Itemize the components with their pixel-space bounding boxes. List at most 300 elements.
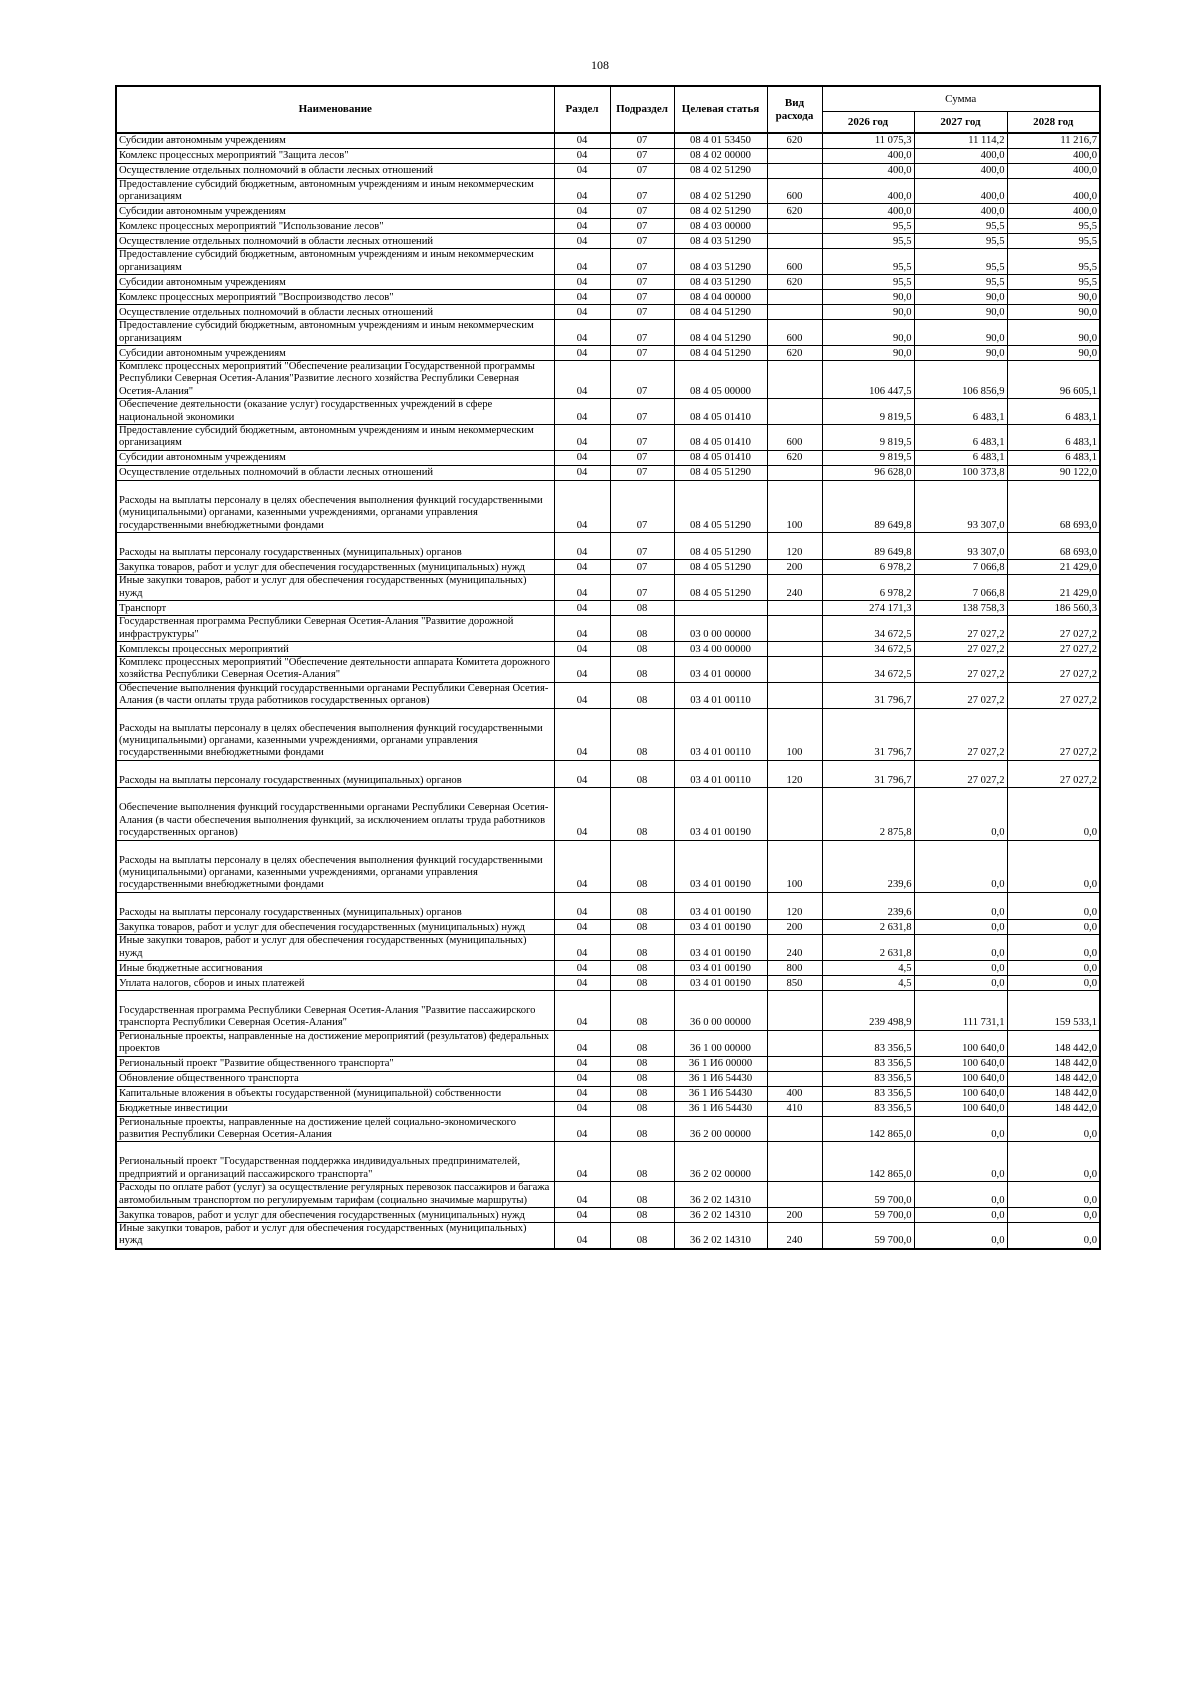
- cell-sum-2027: 0,0: [914, 935, 1007, 961]
- cell-sum-2028: 0,0: [1007, 1116, 1100, 1142]
- cell-expense-type: [767, 1071, 822, 1086]
- cell-expense-type: [767, 148, 822, 163]
- cell-sum-2026: 6 978,2: [822, 560, 914, 575]
- cell-sum-2027: 93 307,0: [914, 480, 1007, 532]
- cell-name: Уплата налогов, сборов и иных платежей: [116, 975, 554, 990]
- cell-section: 04: [554, 305, 610, 320]
- cell-sum-2026: 11 075,3: [822, 133, 914, 148]
- cell-sum-2026: 400,0: [822, 163, 914, 178]
- cell-sum-2026: 90,0: [822, 345, 914, 360]
- cell-sum-2026: 89 649,8: [822, 533, 914, 560]
- cell-expense-type: [767, 219, 822, 234]
- cell-sum-2026: 2 631,8: [822, 935, 914, 961]
- cell-sum-2027: 95,5: [914, 219, 1007, 234]
- cell-target-article: 08 4 03 51290: [674, 275, 767, 290]
- cell-subsection: 07: [610, 560, 674, 575]
- cell-expense-type: [767, 465, 822, 480]
- cell-target-article: 03 4 01 00190: [674, 935, 767, 961]
- cell-section: 04: [554, 1071, 610, 1086]
- cell-target-article: 08 4 05 51290: [674, 465, 767, 480]
- cell-target-article: 36 1 И6 54430: [674, 1086, 767, 1101]
- cell-sum-2027: 93 307,0: [914, 533, 1007, 560]
- cell-subsection: 08: [610, 642, 674, 657]
- cell-sum-2026: 95,5: [822, 219, 914, 234]
- table-row: [116, 163, 1100, 178]
- cell-subsection: 07: [610, 360, 674, 398]
- cell-section: 04: [554, 133, 610, 148]
- cell-expense-type: [767, 1030, 822, 1056]
- cell-sum-2027: 400,0: [914, 163, 1007, 178]
- cell-sum-2028: 27 027,2: [1007, 616, 1100, 642]
- cell-expense-type: 120: [767, 760, 822, 787]
- budget-table: [115, 85, 1101, 1250]
- cell-target-article: 36 2 02 00000: [674, 1142, 767, 1182]
- cell-name: Субсидии автономным учреждениям: [116, 275, 554, 290]
- cell-section: 04: [554, 960, 610, 975]
- cell-section: 04: [554, 480, 610, 532]
- cell-subsection: 08: [610, 657, 674, 683]
- cell-section: 04: [554, 1116, 610, 1142]
- cell-expense-type: [767, 360, 822, 398]
- cell-subsection: 08: [610, 990, 674, 1030]
- cell-target-article: 08 4 04 51290: [674, 345, 767, 360]
- cell-sum-2027: 90,0: [914, 290, 1007, 305]
- table-row: [116, 575, 1100, 601]
- cell-sum-2028: 0,0: [1007, 892, 1100, 919]
- cell-subsection: 07: [610, 305, 674, 320]
- cell-sum-2027: 6 483,1: [914, 424, 1007, 450]
- cell-sum-2028: 148 442,0: [1007, 1030, 1100, 1056]
- cell-sum-2026: 274 171,3: [822, 601, 914, 616]
- cell-target-article: 36 2 00 00000: [674, 1116, 767, 1142]
- table-row: [116, 133, 1100, 148]
- cell-sum-2028: 27 027,2: [1007, 708, 1100, 760]
- cell-sum-2027: 0,0: [914, 788, 1007, 840]
- table-row: [116, 148, 1100, 163]
- table-row: [116, 616, 1100, 642]
- table-row: [116, 1182, 1100, 1208]
- cell-subsection: 08: [610, 1030, 674, 1056]
- cell-section: 04: [554, 682, 610, 708]
- table-row: [116, 708, 1100, 760]
- cell-name: Обеспечение выполнения функций государственными органами Республики Северная Осетия-Алания (в части оплаты труда работников государственных органов): [116, 682, 554, 708]
- cell-sum-2027: 95,5: [914, 275, 1007, 290]
- cell-subsection: 07: [610, 480, 674, 532]
- cell-subsection: 07: [610, 424, 674, 450]
- table-row: [116, 275, 1100, 290]
- table-row: [116, 465, 1100, 480]
- cell-sum-2026: 34 672,5: [822, 616, 914, 642]
- cell-sum-2026: 83 356,5: [822, 1086, 914, 1101]
- cell-section: 04: [554, 178, 610, 204]
- cell-section: 04: [554, 616, 610, 642]
- cell-expense-type: [767, 657, 822, 683]
- cell-subsection: 08: [610, 601, 674, 616]
- cell-sum-2028: 27 027,2: [1007, 642, 1100, 657]
- cell-section: 04: [554, 1101, 610, 1116]
- cell-section: 04: [554, 1208, 610, 1223]
- cell-name: Предоставление субсидий бюджетным, автономным учреждениям и иным некоммерческим организациям: [116, 320, 554, 346]
- cell-sum-2027: 100 640,0: [914, 1071, 1007, 1086]
- cell-sum-2027: 100 640,0: [914, 1086, 1007, 1101]
- cell-section: 04: [554, 424, 610, 450]
- table-row: [116, 560, 1100, 575]
- page-number: 108: [591, 58, 609, 72]
- cell-sum-2027: 7 066,8: [914, 560, 1007, 575]
- cell-sum-2028: 0,0: [1007, 788, 1100, 840]
- cell-name: Комлекс процессных мероприятий "Защита лесов": [116, 148, 554, 163]
- cell-sum-2028: 90,0: [1007, 305, 1100, 320]
- cell-name: Субсидии автономным учреждениям: [116, 345, 554, 360]
- cell-sum-2026: 9 819,5: [822, 424, 914, 450]
- table-row: [116, 320, 1100, 346]
- cell-sum-2028: 148 442,0: [1007, 1056, 1100, 1071]
- cell-subsection: 07: [610, 163, 674, 178]
- cell-sum-2027: 90,0: [914, 345, 1007, 360]
- cell-sum-2028: 27 027,2: [1007, 682, 1100, 708]
- cell-expense-type: [767, 399, 822, 425]
- table-row: [116, 360, 1100, 398]
- cell-section: 04: [554, 920, 610, 935]
- cell-subsection: 08: [610, 935, 674, 961]
- cell-section: 04: [554, 935, 610, 961]
- cell-name: Осуществление отдельных полномочий в области лесных отношений: [116, 305, 554, 320]
- cell-sum-2027: 0,0: [914, 960, 1007, 975]
- header-section: Раздел: [554, 86, 610, 133]
- cell-sum-2027: 0,0: [914, 840, 1007, 892]
- cell-section: 04: [554, 399, 610, 425]
- cell-subsection: 08: [610, 920, 674, 935]
- cell-name: Предоставление субсидий бюджетным, автономным учреждениям и иным некоммерческим организациям: [116, 178, 554, 204]
- cell-sum-2026: 34 672,5: [822, 642, 914, 657]
- cell-subsection: 07: [610, 133, 674, 148]
- cell-expense-type: [767, 601, 822, 616]
- cell-expense-type: [767, 305, 822, 320]
- cell-section: 04: [554, 148, 610, 163]
- cell-target-article: 36 1 00 00000: [674, 1030, 767, 1056]
- cell-name: Иные закупки товаров, работ и услуг для обеспечения государственных (муниципальных) нужд: [116, 1223, 554, 1249]
- cell-subsection: 08: [610, 760, 674, 787]
- cell-target-article: 08 4 02 51290: [674, 178, 767, 204]
- table-row: [116, 760, 1100, 787]
- cell-sum-2028: 27 027,2: [1007, 657, 1100, 683]
- cell-expense-type: 200: [767, 1208, 822, 1223]
- cell-sum-2027: 6 483,1: [914, 450, 1007, 465]
- cell-target-article: 08 4 04 00000: [674, 290, 767, 305]
- cell-sum-2028: 0,0: [1007, 1223, 1100, 1249]
- cell-sum-2028: 0,0: [1007, 1208, 1100, 1223]
- table-row: [116, 892, 1100, 919]
- cell-subsection: 08: [610, 1142, 674, 1182]
- cell-expense-type: 410: [767, 1101, 822, 1116]
- cell-name: Иные бюджетные ассигнования: [116, 960, 554, 975]
- table-row: [116, 450, 1100, 465]
- table-row: [116, 219, 1100, 234]
- table-row: [116, 204, 1100, 219]
- cell-subsection: 07: [610, 148, 674, 163]
- cell-target-article: 08 4 02 51290: [674, 163, 767, 178]
- cell-expense-type: 200: [767, 560, 822, 575]
- cell-name: Обеспечение выполнения функций государственными органами Республики Северная Осетия-Алания (в части обеспечения выполнения функций, за исключением оплаты труда работников государственных органов): [116, 788, 554, 840]
- cell-name: Региональный проект "Государственная поддержка индивидуальных предпринимателей, предприятий и организаций пассажирского транспорта": [116, 1142, 554, 1182]
- cell-subsection: 08: [610, 840, 674, 892]
- cell-name: Осуществление отдельных полномочий в области лесных отношений: [116, 234, 554, 249]
- table-row: [116, 178, 1100, 204]
- cell-section: 04: [554, 450, 610, 465]
- cell-sum-2026: 89 649,8: [822, 480, 914, 532]
- cell-subsection: 07: [610, 204, 674, 219]
- cell-subsection: 07: [610, 450, 674, 465]
- cell-sum-2026: 400,0: [822, 148, 914, 163]
- cell-target-article: 08 4 02 00000: [674, 148, 767, 163]
- cell-expense-type: 100: [767, 708, 822, 760]
- cell-subsection: 08: [610, 682, 674, 708]
- cell-sum-2027: 95,5: [914, 234, 1007, 249]
- cell-sum-2028: 96 605,1: [1007, 360, 1100, 398]
- cell-expense-type: 600: [767, 320, 822, 346]
- cell-target-article: 03 4 01 00190: [674, 975, 767, 990]
- cell-sum-2028: 400,0: [1007, 204, 1100, 219]
- cell-name: Комлекс процессных мероприятий "Воспроизводство лесов": [116, 290, 554, 305]
- header-year-2027: 2027 год: [914, 112, 1007, 134]
- cell-target-article: 36 1 И6 54430: [674, 1071, 767, 1086]
- cell-sum-2028: 400,0: [1007, 163, 1100, 178]
- cell-sum-2028: 0,0: [1007, 975, 1100, 990]
- cell-sum-2028: 6 483,1: [1007, 424, 1100, 450]
- cell-sum-2027: 27 027,2: [914, 657, 1007, 683]
- cell-target-article: 08 4 04 51290: [674, 320, 767, 346]
- cell-sum-2028: 159 533,1: [1007, 990, 1100, 1030]
- header-name: Наименование: [116, 86, 554, 133]
- cell-target-article: 03 4 01 00190: [674, 788, 767, 840]
- cell-target-article: 08 4 05 01410: [674, 399, 767, 425]
- table-row: [116, 975, 1100, 990]
- cell-target-article: 08 4 05 00000: [674, 360, 767, 398]
- cell-expense-type: 120: [767, 533, 822, 560]
- cell-sum-2028: 90,0: [1007, 290, 1100, 305]
- cell-sum-2027: 400,0: [914, 148, 1007, 163]
- cell-section: 04: [554, 1182, 610, 1208]
- cell-sum-2028: 148 442,0: [1007, 1086, 1100, 1101]
- cell-name: Комлекс процессных мероприятий "Использование лесов": [116, 219, 554, 234]
- cell-subsection: 07: [610, 345, 674, 360]
- cell-sum-2028: 95,5: [1007, 249, 1100, 275]
- cell-sum-2026: 4,5: [822, 960, 914, 975]
- cell-name: Предоставление субсидий бюджетным, автономным учреждениям и иным некоммерческим организациям: [116, 424, 554, 450]
- cell-sum-2028: 21 429,0: [1007, 560, 1100, 575]
- cell-subsection: 07: [610, 575, 674, 601]
- header-subsection: Подраздел: [610, 86, 674, 133]
- cell-name: Региональные проекты, направленные на достижение целей социально-экономического развития Республики Северная Осетия-Алания: [116, 1116, 554, 1142]
- cell-sum-2026: 95,5: [822, 275, 914, 290]
- cell-section: 04: [554, 360, 610, 398]
- cell-expense-type: 620: [767, 275, 822, 290]
- cell-target-article: 08 4 01 53450: [674, 133, 767, 148]
- cell-target-article: 08 4 05 01410: [674, 450, 767, 465]
- cell-name: Бюджетные инвестиции: [116, 1101, 554, 1116]
- cell-name: Обновление общественного транспорта: [116, 1071, 554, 1086]
- cell-expense-type: [767, 990, 822, 1030]
- cell-sum-2028: 0,0: [1007, 840, 1100, 892]
- cell-sum-2026: 142 865,0: [822, 1116, 914, 1142]
- cell-target-article: 03 4 01 00110: [674, 708, 767, 760]
- cell-target-article: [674, 601, 767, 616]
- cell-section: 04: [554, 290, 610, 305]
- cell-expense-type: [767, 290, 822, 305]
- cell-sum-2027: 90,0: [914, 320, 1007, 346]
- cell-sum-2027: 6 483,1: [914, 399, 1007, 425]
- cell-sum-2028: 95,5: [1007, 219, 1100, 234]
- cell-target-article: 36 2 02 14310: [674, 1223, 767, 1249]
- cell-section: 04: [554, 1086, 610, 1101]
- cell-subsection: 07: [610, 249, 674, 275]
- table-row: [116, 642, 1100, 657]
- cell-expense-type: [767, 234, 822, 249]
- table-row: [116, 601, 1100, 616]
- cell-name: Субсидии автономным учреждениям: [116, 204, 554, 219]
- cell-target-article: 36 2 02 14310: [674, 1208, 767, 1223]
- table-row: [116, 345, 1100, 360]
- header-expense-type: Вид расхода: [767, 86, 822, 133]
- cell-sum-2027: 0,0: [914, 1208, 1007, 1223]
- cell-expense-type: 600: [767, 249, 822, 275]
- table-row: [116, 657, 1100, 683]
- cell-name: Иные закупки товаров, работ и услуг для обеспечения государственных (муниципальных) нужд: [116, 935, 554, 961]
- cell-sum-2028: 148 442,0: [1007, 1101, 1100, 1116]
- cell-sum-2028: 186 560,3: [1007, 601, 1100, 616]
- cell-name: Расходы на выплаты персоналу в целях обеспечения выполнения функций государственными (муниципальными) органами, казенными учреждениями, органами управления государственными внебюджетными фондами: [116, 840, 554, 892]
- table-row: [116, 1056, 1100, 1071]
- cell-sum-2026: 83 356,5: [822, 1101, 914, 1116]
- cell-name: Комплекс процессных мероприятий "Обеспечение деятельности аппарата Комитета дорожного хозяйства Республики Северная Осетия-Алания": [116, 657, 554, 683]
- table-row: [116, 399, 1100, 425]
- cell-sum-2028: 27 027,2: [1007, 760, 1100, 787]
- cell-section: 04: [554, 760, 610, 787]
- cell-expense-type: 850: [767, 975, 822, 990]
- cell-sum-2026: 2 875,8: [822, 788, 914, 840]
- cell-target-article: 36 1 И6 00000: [674, 1056, 767, 1071]
- header-year-2026: 2026 год: [822, 112, 914, 134]
- cell-sum-2026: 95,5: [822, 234, 914, 249]
- cell-target-article: 03 4 01 00190: [674, 840, 767, 892]
- cell-target-article: 08 4 02 51290: [674, 204, 767, 219]
- cell-name: Комплекс процессных мероприятий "Обеспечение реализации Государственной программы Республики Северная Осетия-Алания"Развитие лесного хозяйства Республики Северная Осетия-Алания": [116, 360, 554, 398]
- cell-sum-2027: 111 731,1: [914, 990, 1007, 1030]
- cell-section: 04: [554, 163, 610, 178]
- cell-expense-type: 240: [767, 935, 822, 961]
- cell-subsection: 07: [610, 533, 674, 560]
- cell-subsection: 08: [610, 1056, 674, 1071]
- cell-target-article: 03 4 00 00000: [674, 642, 767, 657]
- cell-sum-2028: 6 483,1: [1007, 450, 1100, 465]
- cell-subsection: 07: [610, 275, 674, 290]
- cell-name: Региональные проекты, направленные на достижение мероприятий (результатов) федеральных проектов: [116, 1030, 554, 1056]
- cell-name: Закупка товаров, работ и услуг для обеспечения государственных (муниципальных) нужд: [116, 1208, 554, 1223]
- cell-expense-type: 620: [767, 450, 822, 465]
- cell-subsection: 08: [610, 708, 674, 760]
- cell-section: 04: [554, 249, 610, 275]
- header-target-article: Целевая статья: [674, 86, 767, 133]
- cell-section: 04: [554, 642, 610, 657]
- table-row: [116, 1208, 1100, 1223]
- table-header: [116, 86, 1100, 133]
- cell-sum-2027: 106 856,9: [914, 360, 1007, 398]
- cell-sum-2028: 0,0: [1007, 920, 1100, 935]
- cell-subsection: 08: [610, 788, 674, 840]
- cell-name: Осуществление отдельных полномочий в области лесных отношений: [116, 163, 554, 178]
- cell-subsection: 07: [610, 219, 674, 234]
- cell-name: Региональный проект "Развитие общественного транспорта": [116, 1056, 554, 1071]
- cell-section: 04: [554, 657, 610, 683]
- table-row: [116, 1142, 1100, 1182]
- table-row: [116, 920, 1100, 935]
- cell-sum-2026: 9 819,5: [822, 399, 914, 425]
- cell-section: 04: [554, 320, 610, 346]
- cell-expense-type: 600: [767, 424, 822, 450]
- cell-expense-type: 600: [767, 178, 822, 204]
- table-row: [116, 1116, 1100, 1142]
- cell-sum-2026: 90,0: [822, 290, 914, 305]
- cell-subsection: 07: [610, 399, 674, 425]
- cell-section: 04: [554, 1142, 610, 1182]
- table-row: [116, 682, 1100, 708]
- cell-sum-2027: 27 027,2: [914, 642, 1007, 657]
- cell-target-article: 08 4 05 51290: [674, 480, 767, 532]
- cell-sum-2027: 27 027,2: [914, 760, 1007, 787]
- cell-sum-2027: 0,0: [914, 920, 1007, 935]
- cell-section: 04: [554, 788, 610, 840]
- cell-sum-2026: 31 796,7: [822, 708, 914, 760]
- cell-sum-2026: 83 356,5: [822, 1056, 914, 1071]
- cell-expense-type: [767, 642, 822, 657]
- cell-target-article: 36 1 И6 54430: [674, 1101, 767, 1116]
- cell-expense-type: [767, 1182, 822, 1208]
- cell-target-article: 08 4 04 51290: [674, 305, 767, 320]
- cell-expense-type: 240: [767, 575, 822, 601]
- table-row: [116, 840, 1100, 892]
- table-row: [116, 788, 1100, 840]
- cell-target-article: 03 4 01 00110: [674, 760, 767, 787]
- table-row: [116, 1086, 1100, 1101]
- cell-target-article: 03 4 01 00000: [674, 657, 767, 683]
- cell-sum-2026: 106 447,5: [822, 360, 914, 398]
- cell-subsection: 08: [610, 1223, 674, 1249]
- cell-expense-type: 100: [767, 840, 822, 892]
- cell-sum-2027: 400,0: [914, 178, 1007, 204]
- cell-sum-2026: 95,5: [822, 249, 914, 275]
- cell-name: Субсидии автономным учреждениям: [116, 133, 554, 148]
- cell-sum-2026: 400,0: [822, 204, 914, 219]
- table-row: [116, 290, 1100, 305]
- cell-target-article: 36 0 00 00000: [674, 990, 767, 1030]
- cell-sum-2027: 0,0: [914, 1182, 1007, 1208]
- table-row: [116, 1030, 1100, 1056]
- cell-sum-2028: 0,0: [1007, 1182, 1100, 1208]
- cell-sum-2027: 27 027,2: [914, 682, 1007, 708]
- cell-sum-2027: 100 373,8: [914, 465, 1007, 480]
- cell-target-article: 03 4 01 00190: [674, 960, 767, 975]
- cell-subsection: 08: [610, 1208, 674, 1223]
- cell-section: 04: [554, 275, 610, 290]
- cell-section: 04: [554, 345, 610, 360]
- cell-sum-2027: 0,0: [914, 1142, 1007, 1182]
- cell-sum-2028: 68 693,0: [1007, 533, 1100, 560]
- cell-subsection: 08: [610, 1116, 674, 1142]
- table-row: [116, 480, 1100, 532]
- cell-target-article: 03 4 01 00190: [674, 920, 767, 935]
- cell-expense-type: 120: [767, 892, 822, 919]
- cell-sum-2026: 31 796,7: [822, 682, 914, 708]
